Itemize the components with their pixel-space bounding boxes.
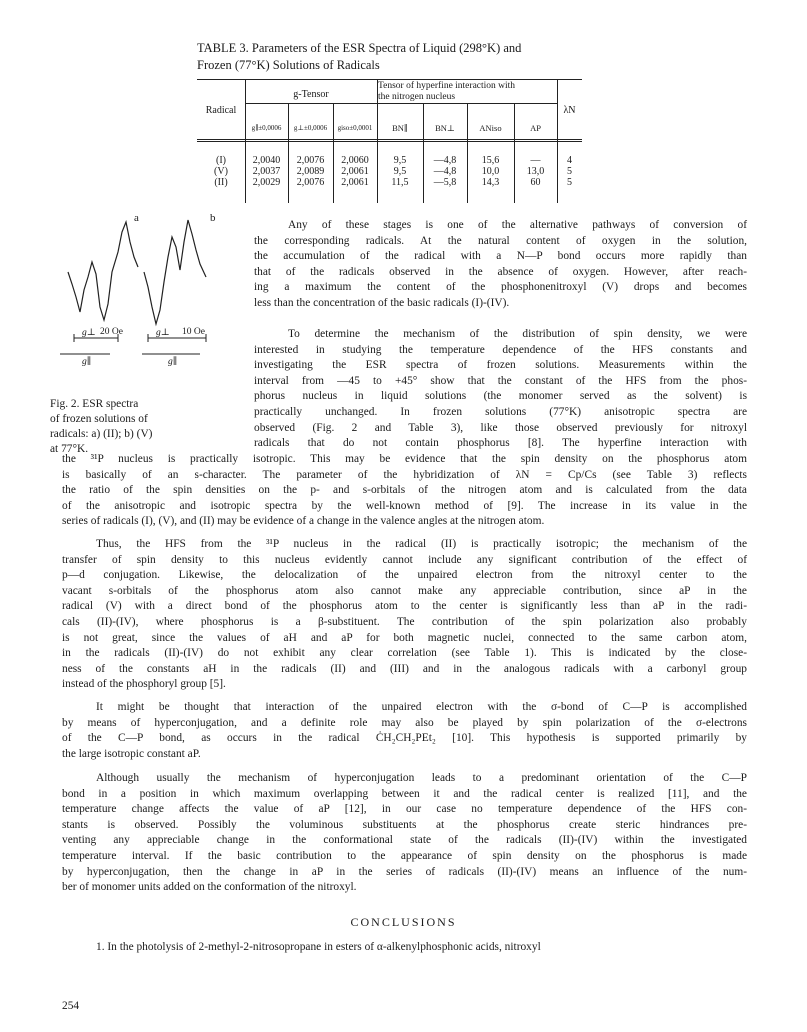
subheader-b-par: BN∥: [392, 123, 408, 133]
cell-radical: (I): [216, 155, 226, 166]
esr-parameters-table: [197, 79, 582, 203]
cell-lambda: 5: [567, 177, 572, 188]
cell-b-perp: —4,8: [433, 155, 457, 166]
section-title-conclusions: CONCLUSIONS: [350, 915, 457, 929]
cell-a-iso: 10,0: [481, 166, 500, 177]
text-line: by hyperconjugation, then the change in aP in the series of radicals (II)-(IV) means an influence of the num-: [62, 865, 747, 878]
text-line: series of radicals (I), (V), and (II) may be evidence of a change in the valence angles at the nitrogen atom.: [62, 515, 545, 528]
text-line: by means of hyperconjugation, and a definite role may also be played by spin polarization of the σ-electrons: [62, 716, 747, 729]
figure-caption-line: of frozen solutions of: [50, 413, 148, 425]
figure-caption-line: Fig. 2. ESR spectra: [50, 398, 139, 410]
text-line: phorus nucleus in liquid solutions (the monomer served as the solvent) is: [254, 390, 747, 403]
paragraph: [254, 218, 747, 312]
text-line: observed (Fig. 2 and Table 3), like those observed previously for nitroxyl: [254, 421, 747, 434]
cell-g-par: 2,0037: [252, 166, 281, 177]
g-perp-label-b: g⊥: [156, 328, 170, 338]
spectrum-a-trace: [68, 222, 138, 320]
table-caption: [197, 40, 597, 74]
subheader-g-iso: giso±0,0001: [337, 124, 373, 132]
page-number: 254: [62, 1000, 80, 1012]
text-line: the ratio of the spin densities on the p- and s-orbitals of the nitrogen atom and is calculated from the data: [62, 484, 747, 497]
cell-g-iso: 2,0061: [341, 177, 369, 188]
header-g-tensor: g-Tensor: [293, 89, 329, 100]
header-hyperfine-line: the nitrogen nucleus: [378, 92, 456, 102]
g-par-label-a: g∥: [82, 357, 92, 367]
text-line: that of the radicals observed in the absence of oxygen. However, after reach-: [254, 265, 747, 278]
text-line: temperature change affects the value of aP [12], in our case no temperature dependence of the HFS con-: [62, 803, 747, 816]
figure-caption: [50, 397, 250, 457]
header-radical: Radical: [205, 105, 237, 116]
cell-radical: (II): [214, 177, 228, 188]
cell-g-par: 2,0040: [252, 155, 281, 166]
cell-a-p: 60: [530, 177, 541, 188]
text-line: Any of these stages is one of the alternative pathways of conversion of: [288, 219, 747, 231]
paragraph: [254, 327, 747, 452]
cell-lambda: 4: [567, 155, 572, 166]
text-line: radical (V) with a direct bond of the phosphorus atom to the center is significantly less than aP in the radi-: [62, 600, 747, 613]
cell-g-perp: 2,0089: [296, 166, 325, 177]
cell-g-perp: 2,0076: [296, 177, 325, 188]
cell-g-par: 2,0029: [252, 177, 281, 188]
text-line: is not great, since the values of aH and aP for both magnetic nuclei, connected to the same carbon atom,: [62, 631, 747, 644]
cell-g-perp: 2,0076: [296, 155, 325, 166]
table-rule: [197, 79, 582, 80]
text-line: practically unchanged. In frozen solutions (77°K) anisotropic spectra are: [254, 405, 747, 418]
text-line: is basically of an s-character. The parameter of the hybridization of λN = Cp/Cs (see Table 3) reflects: [62, 468, 747, 481]
cell-radical: (V): [214, 166, 228, 177]
figure-caption-line: at 77°K.: [50, 443, 89, 455]
text-line: ber of monomer units added on the conformation of the nitroxyl.: [62, 881, 357, 894]
cell-a-iso: 15,6: [481, 155, 500, 166]
text-line: interval from —45 to +45° show that the constant of the HFS from the phos-: [254, 374, 747, 387]
cell-b-perp: —4,8: [433, 166, 457, 177]
cell-a-iso: 14,3: [481, 177, 500, 188]
g-perp-label-a: g⊥: [82, 328, 96, 338]
cell-lambda: 5: [567, 166, 572, 177]
text-line: Thus, the HFS from the ³¹P nucleus in the radical (II) is practically isotropic; the mechanism of the: [96, 538, 747, 550]
text-line: of the C—P bond, as occurs in the radical ĊH₂CH₂PEt₂ [10]. This hypothesis is supported primarily by: [62, 732, 747, 745]
subheader-g-par: g∥±0,0006: [251, 124, 282, 132]
subheader-a-p: AP: [530, 123, 541, 133]
table-caption-line: Frozen (77°K) Solutions of Radicals: [197, 58, 380, 72]
header-lambda: λN: [563, 105, 576, 116]
text-line: investigating the ESR spectra of frozen solutions. Measurements within the: [254, 359, 747, 372]
text-line: venting any appreciable change in the conformational state of the radicals (II)-(IV) within the investigated: [62, 834, 747, 847]
table-rule: [197, 141, 582, 142]
scale-label-a: 20 Oe: [100, 327, 123, 337]
spectrum-b-trace: [144, 220, 206, 324]
text-line: stants is observed. Possibly the voluminous substituents at the phosphorus create steric hindrances pre-: [62, 818, 747, 831]
text-line: the corresponding radicals. At the natural content of oxygen in the solution,: [254, 234, 747, 247]
header-hyperfine-line: Tensor of hyperfine interaction with: [378, 81, 516, 91]
text-line: the large isotropic constant aP.: [62, 747, 201, 760]
text-line: Although usually the mechanism of hyperconjugation leads to a predominant orientation of the C—P: [96, 772, 747, 784]
text-line: instead of the phosphoryl group [5].: [62, 678, 226, 691]
text-line: vacant s-orbitals of the phosphorus atom also cannot make any appreciable contribution, since aP in the: [62, 584, 747, 597]
figure-label-a: a: [134, 212, 139, 224]
paragraph: [62, 771, 747, 896]
table-caption-line: TABLE 3. Parameters of the ESR Spectra of Liquid (298°K) and: [197, 41, 522, 55]
text-line: p—d conjugation. Likewise, the delocalization of the unpaired electron from the nitroxyl center to the: [62, 569, 747, 582]
esr-spectra-plot: [60, 212, 260, 362]
cell-b-par: 9,5: [393, 155, 407, 166]
text-line: less than the concentration of the basic radicals (I)-(IV).: [254, 296, 510, 309]
cell-g-iso: 2,0061: [341, 166, 369, 177]
text-line: ing a maximum the content of the phosphonenitroxyl (V) drops and becomes: [254, 281, 747, 294]
paragraph: [62, 700, 747, 762]
cell-b-par: 11,5: [391, 177, 409, 188]
figure-label-b: b: [210, 212, 216, 224]
table-row: [197, 177, 582, 189]
text-line: the accumulation of the radical with a N—P bond occurs more rapidly than: [254, 250, 747, 263]
text-line: temperature interval. If the basic contribution to the appearance of spin density on the phosphorus is made: [62, 849, 747, 862]
conclusion-item: [96, 940, 747, 956]
subheader-a-iso: ANiso: [479, 123, 502, 133]
text-line: interested in studying the temperature dependence of the HFS constants and: [254, 343, 747, 356]
header-hyperfine: [378, 81, 556, 103]
cell-b-par: 9,5: [393, 166, 407, 177]
g-par-label-b: g∥: [168, 357, 178, 367]
text-line: cals (II)-(IV), where phosphorus is a β-substituent. The contribution of the spin polarization also probably: [62, 615, 747, 628]
figure-caption-line: radicals: a) (II); b) (V): [50, 428, 153, 440]
subheader-b-perp: BN⊥: [435, 123, 455, 133]
text-line: ness of the constants aH in the radicals (II) and (III) and in the analogous radicals with a carbonyl group: [62, 662, 747, 675]
paragraph: [62, 452, 747, 530]
cell-g-iso: 2,0060: [341, 155, 369, 166]
text-line: radicals that do not contain phosphorus [8]. The hyperfine interaction with: [254, 437, 747, 450]
text-line: bond in a position in which maximum overlapping between it and the radical center is realized [11], and the: [62, 787, 747, 800]
text-line: transfer of spin density to this nucleus evidently cannot include any significant contribution of the effect of: [62, 553, 747, 566]
cell-b-perp: —5,8: [433, 177, 457, 188]
text-line: of the anisotropic and isotropic spectra by the well-known method of [9]. The increase in its value in the: [62, 499, 747, 512]
text-line: the ³¹P nucleus is practically isotropic. This may be evidence that the spin density on the phosphorus atom: [62, 453, 747, 465]
table-rule: [245, 103, 557, 104]
esr-spectra-figure: [60, 212, 260, 367]
paragraph: [62, 537, 747, 693]
table-rule: [197, 139, 582, 140]
scale-label-b: 10 Oe: [182, 327, 205, 337]
text-line: 1. In the photolysis of 2-methyl-2-nitrosopropane in esters of α-alkenylphosphonic acids, nitroxyl: [96, 941, 541, 953]
subheader-g-perp: g⊥±0,0006: [293, 124, 328, 132]
cell-a-p: —: [530, 155, 541, 166]
text-line: It might be thought that interaction of the unpaired electron with the σ-bond of C—P is accomplished: [96, 701, 747, 713]
cell-a-p: 13,0: [526, 166, 545, 177]
text-line: To determine the mechanism of the distribution of spin density, we were: [288, 328, 747, 340]
text-line: in the radicals (II)-(IV) do not exhibit any clear correlation (see Table 1). This is indicated by the close-: [62, 647, 747, 660]
